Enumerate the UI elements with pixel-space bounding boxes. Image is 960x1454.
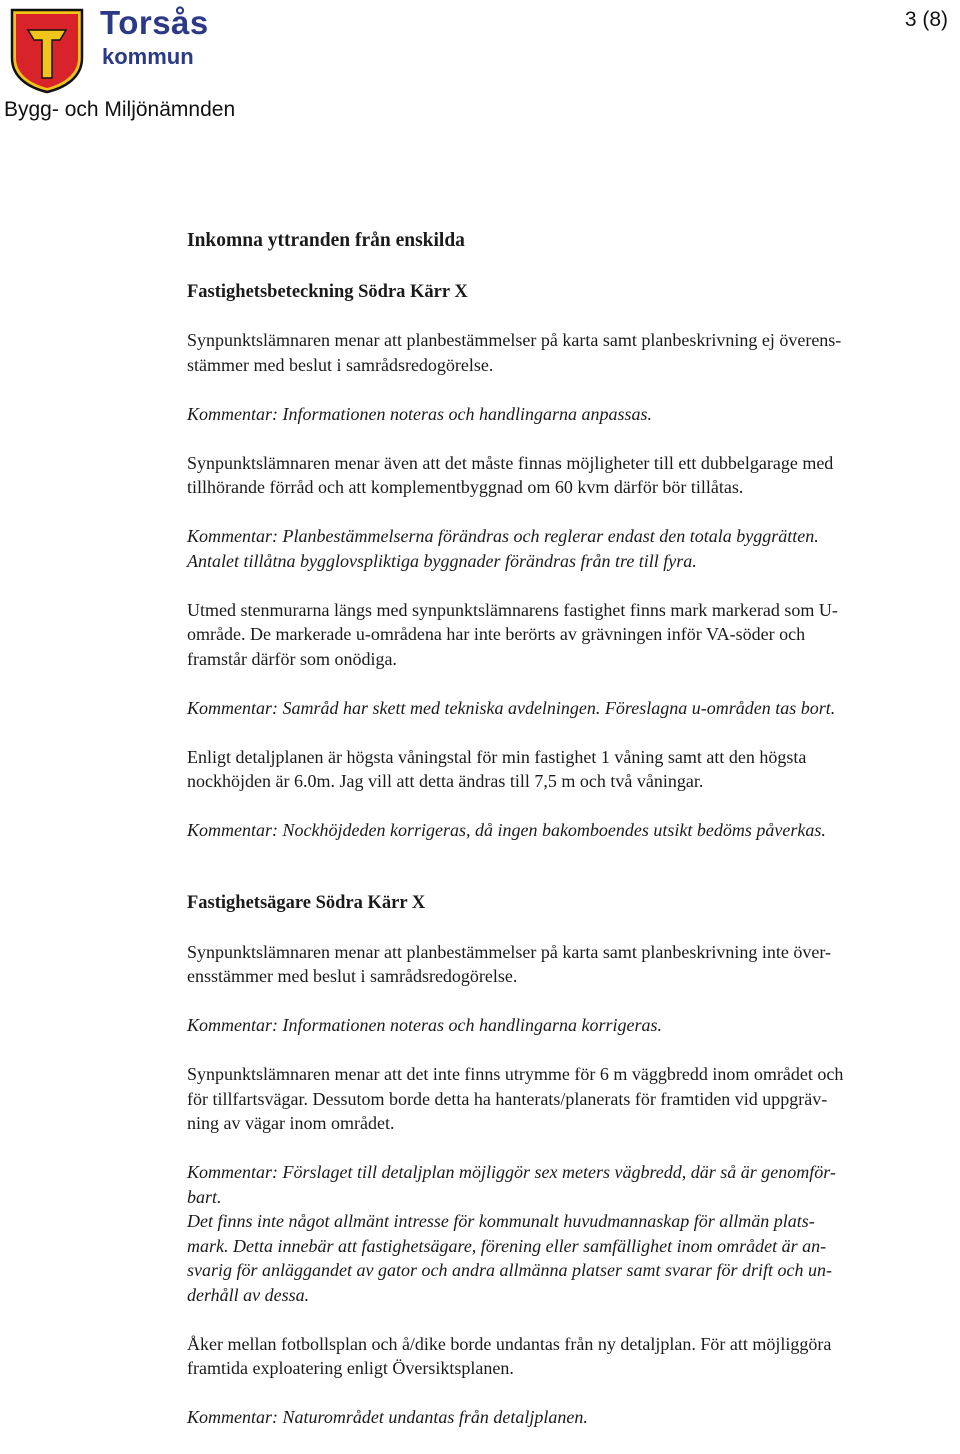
paragraph-line: tillhörande förråd och att komplementbyggnad om 60 kvm därför bör tillåtas. <box>187 477 744 497</box>
document-body <box>187 229 957 1454</box>
logo-subtitle: kommun <box>102 44 194 69</box>
comment-paragraph <box>187 524 957 573</box>
paragraph-line: Synpunktslämnaren menar även att det måste finnas möjligheter till ett dubbelgarage med <box>187 452 834 473</box>
section-title: Fastighetsbeteckning Södra Kärr X <box>187 281 468 302</box>
paragraph-line: Kommentar: Samråd har skett med tekniska avdelningen. Föreslagna u-områden tas bort. <box>187 697 836 718</box>
section-gap <box>187 867 957 891</box>
torsas-coat-of-arms-icon <box>8 6 86 94</box>
paragraph-line: framtida exploatering enligt Översiktsplanen. <box>187 1358 514 1378</box>
text-paragraph <box>187 745 957 794</box>
paragraph-line: nockhöjden är 6.0m. Jag vill att detta ändras till 7,5 m och två våningar. <box>187 771 704 791</box>
text-paragraph <box>187 940 957 989</box>
paragraph-line: stämmer med beslut i samrådsredogörelse. <box>187 354 494 375</box>
text-paragraph <box>187 328 957 377</box>
paragraph-line: Antalet tillåtna bygglovspliktiga byggnader förändras från tre till fyra. <box>187 550 697 571</box>
sections-container <box>187 280 957 1430</box>
comment-paragraph <box>187 1405 957 1430</box>
comment-paragraph <box>187 402 957 427</box>
logo-name: Torsås <box>100 4 209 41</box>
section-title: Fastighetsägare Södra Kärr X <box>187 893 426 913</box>
paragraph-line: derhåll av dessa. <box>187 1284 310 1305</box>
department-name: Bygg- och Miljönämnden <box>4 98 236 121</box>
page-heading: Inkomna yttranden från enskilda <box>187 230 465 251</box>
text-paragraph <box>187 1332 957 1381</box>
paragraph-line: ning av vägar inom området. <box>187 1113 395 1133</box>
paragraph-line: Kommentar: Nockhöjdeden korrigeras, då ingen bakomboendes utsikt bedöms påverkas. <box>187 820 826 840</box>
paragraph-line: Det finns inte något allmänt intresse för kommunalt huvudmannaskap för allmän plats- <box>187 1211 815 1231</box>
text-paragraph <box>187 451 957 500</box>
text-paragraph <box>187 598 957 672</box>
paragraph-line: svarig för anläggandet av gator och andra allmänna platser samt svarar för drift och un- <box>187 1260 832 1280</box>
comment-paragraph <box>187 818 957 843</box>
paragraph-line: Synpunktslämnaren menar att planbestämmelser på karta samt planbeskrivning inte över- <box>187 941 831 962</box>
torsas-kommun-logo <box>8 4 209 94</box>
text-paragraph <box>187 1062 957 1136</box>
paragraph-line: Kommentar: Informationen noteras och handlingarna korrigeras. <box>187 1015 662 1035</box>
paragraph-line: mark. Detta innebär att fastighetsägare, förening eller samfällighet inom området är an- <box>187 1235 827 1256</box>
paragraph-line: ensstämmer med beslut i samrådsredogörelse. <box>187 966 518 986</box>
paragraph-line: Synpunktslämnaren menar att planbestämmelser på karta samt planbeskrivning ej överens- <box>187 330 842 350</box>
paragraph-line: för tillfartsvägar. Dessutom borde detta ha hanterats/planerats för framtiden vid uppgräv- <box>187 1088 828 1109</box>
comment-paragraph <box>187 696 957 721</box>
paragraph-line: Kommentar: Förslaget till detaljplan möjliggör sex meters vägbredd, där så är genomför- <box>187 1162 836 1182</box>
paragraph-line: Utmed stenmurarna längs med synpunktslämnarens fastighet finns mark markerad som U- <box>187 599 838 620</box>
paragraph-line: Synpunktslämnaren menar att det inte finns utrymme för 6 m väggbredd inom området och <box>187 1064 844 1084</box>
paragraph-line: Kommentar: Naturområdet undantas från detaljplanen. <box>187 1407 588 1427</box>
paragraph-line: framstår därför som onödiga. <box>187 648 397 669</box>
page-number: 3 (8) <box>904 8 948 31</box>
paragraph-line: Kommentar: Informationen noteras och handlingarna anpassas. <box>187 403 652 424</box>
paragraph-line: Kommentar: Planbestämmelserna förändras och reglerar endast den totala byggrätten. <box>187 526 819 546</box>
paragraph-line: bart. <box>187 1186 222 1207</box>
comment-paragraph <box>187 1013 957 1038</box>
paragraph-line: Enligt detaljplanen är högsta våningstal för min fastighet 1 våning samt att den högsta <box>187 746 807 767</box>
paragraph-line: Åker mellan fotbollsplan och å/dike borde undantas från ny detaljplan. För att möjliggöra <box>187 1333 832 1354</box>
comment-paragraph <box>187 1160 957 1307</box>
paragraph-line: område. De markerade u-områdena har inte berörts av grävningen inför VA-söder och <box>187 624 806 644</box>
